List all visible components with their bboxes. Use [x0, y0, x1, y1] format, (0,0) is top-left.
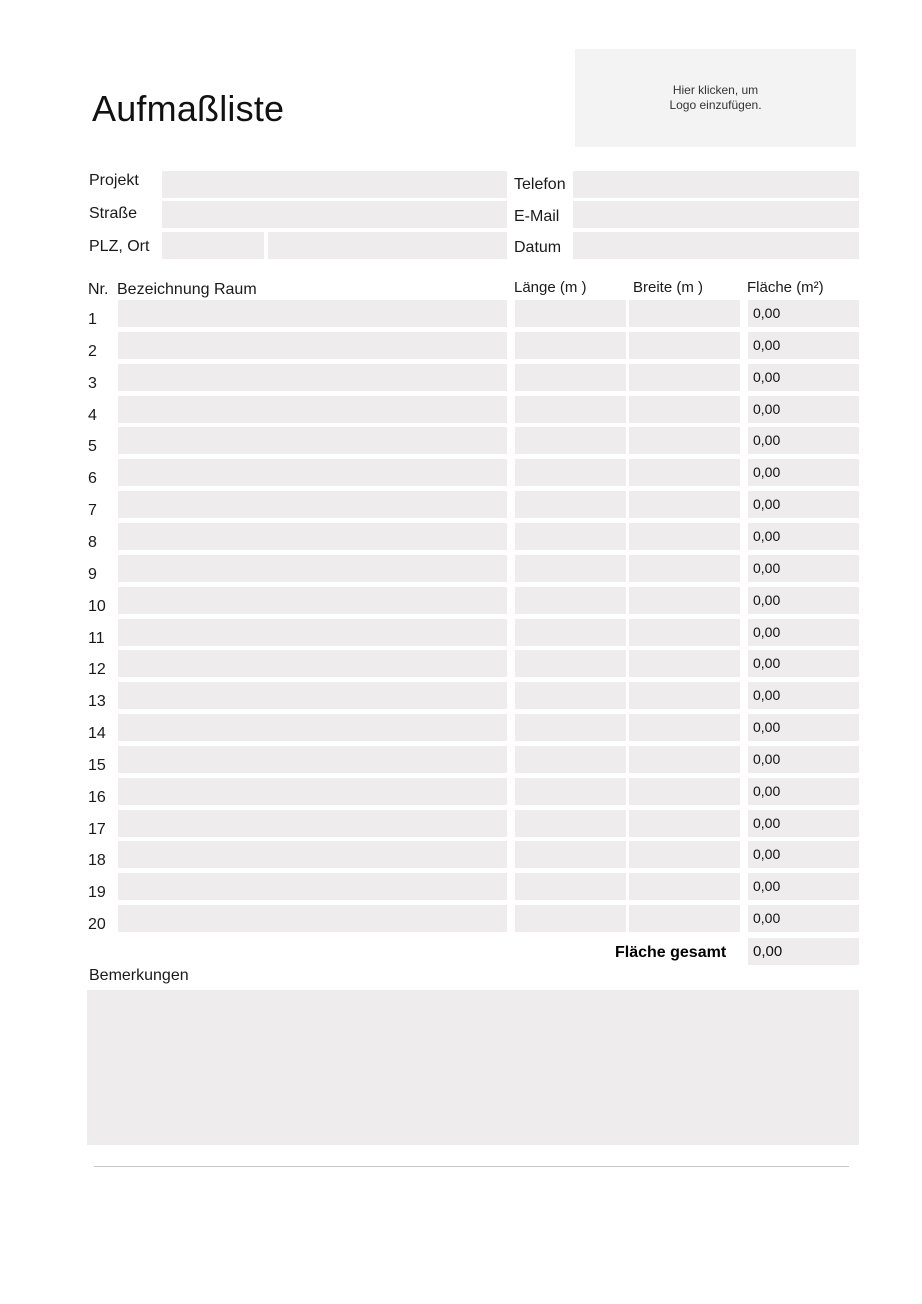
total-area-value: 0,00: [748, 938, 859, 965]
laenge-field[interactable]: [515, 841, 626, 868]
laenge-field[interactable]: [515, 555, 626, 582]
header-laenge: Länge (m ): [514, 279, 587, 296]
room-name-field[interactable]: [118, 459, 507, 486]
laenge-field[interactable]: [515, 523, 626, 550]
page-title: Aufmaßliste: [92, 88, 285, 129]
plz-ort-label: PLZ, Ort: [89, 238, 150, 255]
row-number: 7: [88, 502, 97, 519]
remarks-label: Bemerkungen: [89, 967, 189, 984]
breite-field[interactable]: [629, 650, 740, 677]
flaeche-value: 0,00: [748, 332, 859, 359]
room-name-field[interactable]: [118, 619, 507, 646]
room-name-field[interactable]: [118, 300, 507, 327]
flaeche-value: 0,00: [748, 873, 859, 900]
room-name-field[interactable]: [118, 841, 507, 868]
row-number: 6: [88, 470, 97, 487]
breite-field[interactable]: [629, 587, 740, 614]
laenge-field[interactable]: [515, 650, 626, 677]
flaeche-value: 0,00: [748, 619, 859, 646]
breite-field[interactable]: [629, 746, 740, 773]
flaeche-value: 0,00: [748, 778, 859, 805]
laenge-field[interactable]: [515, 682, 626, 709]
row-number: 13: [88, 693, 106, 710]
projekt-label: Projekt: [89, 172, 139, 189]
strasse-label: Straße: [89, 205, 138, 222]
laenge-field[interactable]: [515, 491, 626, 518]
laenge-field[interactable]: [515, 332, 626, 359]
flaeche-value: 0,00: [748, 714, 859, 741]
laenge-field[interactable]: [515, 905, 626, 932]
room-name-field[interactable]: [118, 746, 507, 773]
laenge-field[interactable]: [515, 300, 626, 327]
telefon-label: Telefon: [514, 176, 566, 193]
room-name-field[interactable]: [118, 427, 507, 454]
laenge-field[interactable]: [515, 619, 626, 646]
flaeche-value: 0,00: [748, 841, 859, 868]
room-name-field[interactable]: [118, 555, 507, 582]
datum-label: Datum: [514, 239, 562, 256]
flaeche-value: 0,00: [748, 746, 859, 773]
email-field[interactable]: [573, 201, 859, 228]
laenge-field[interactable]: [515, 746, 626, 773]
flaeche-value: 0,00: [748, 427, 859, 454]
row-number: 15: [88, 757, 106, 774]
row-number: 2: [88, 343, 97, 360]
laenge-field[interactable]: [515, 778, 626, 805]
room-name-field[interactable]: [118, 332, 507, 359]
logo-placeholder[interactable]: [575, 49, 856, 147]
room-name-field[interactable]: [118, 396, 507, 423]
flaeche-value: 0,00: [748, 682, 859, 709]
flaeche-value: 0,00: [748, 396, 859, 423]
room-name-field[interactable]: [118, 714, 507, 741]
breite-field[interactable]: [629, 523, 740, 550]
projekt-field[interactable]: [162, 171, 507, 198]
breite-field[interactable]: [629, 905, 740, 932]
row-number: 9: [88, 566, 97, 583]
breite-field[interactable]: [629, 491, 740, 518]
total-label: Fläche gesamt: [615, 944, 727, 961]
laenge-field[interactable]: [515, 396, 626, 423]
breite-field[interactable]: [629, 300, 740, 327]
breite-field[interactable]: [629, 682, 740, 709]
row-number: 8: [88, 534, 97, 551]
email-label: E-Mail: [514, 208, 560, 225]
breite-field[interactable]: [629, 778, 740, 805]
laenge-field[interactable]: [515, 587, 626, 614]
header-breite: Breite (m ): [633, 279, 704, 296]
row-number: 4: [88, 407, 97, 424]
breite-field[interactable]: [629, 619, 740, 646]
datum-field[interactable]: [573, 232, 859, 259]
room-name-field[interactable]: [118, 523, 507, 550]
breite-field[interactable]: [629, 714, 740, 741]
row-number: 16: [88, 789, 106, 806]
flaeche-value: 0,00: [748, 459, 859, 486]
flaeche-value: 0,00: [748, 905, 859, 932]
room-name-field[interactable]: [118, 778, 507, 805]
row-number: 10: [88, 598, 106, 615]
logo-placeholder-line2: Logo einzufügen.: [669, 98, 762, 112]
plz-field[interactable]: [162, 232, 264, 259]
row-number: 17: [88, 821, 106, 838]
row-number: 14: [88, 725, 106, 742]
strasse-field[interactable]: [162, 201, 507, 228]
laenge-field[interactable]: [515, 873, 626, 900]
room-name-field[interactable]: [118, 682, 507, 709]
row-number: 5: [88, 438, 97, 455]
flaeche-value: 0,00: [748, 810, 859, 837]
room-name-field[interactable]: [118, 587, 507, 614]
laenge-field[interactable]: [515, 459, 626, 486]
breite-field[interactable]: [629, 873, 740, 900]
flaeche-value: 0,00: [748, 300, 859, 327]
room-name-field[interactable]: [118, 491, 507, 518]
flaeche-value: 0,00: [748, 587, 859, 614]
flaeche-value: 0,00: [748, 523, 859, 550]
row-number: 3: [88, 375, 97, 392]
laenge-field[interactable]: [515, 427, 626, 454]
flaeche-value: 0,00: [748, 364, 859, 391]
ort-field[interactable]: [268, 232, 507, 259]
breite-field[interactable]: [629, 364, 740, 391]
room-name-field[interactable]: [118, 810, 507, 837]
breite-field[interactable]: [629, 427, 740, 454]
breite-field[interactable]: [629, 810, 740, 837]
row-number: 18: [88, 852, 106, 869]
row-number: 12: [88, 661, 106, 678]
row-number: 11: [88, 630, 105, 647]
flaeche-value: 0,00: [748, 650, 859, 677]
flaeche-value: 0,00: [748, 491, 859, 518]
row-number: 19: [88, 884, 106, 901]
breite-field[interactable]: [629, 459, 740, 486]
logo-placeholder-line1: Hier klicken, um: [672, 83, 759, 97]
laenge-field[interactable]: [515, 714, 626, 741]
room-name-field[interactable]: [118, 650, 507, 677]
row-number: 20: [88, 916, 106, 933]
breite-field[interactable]: [629, 332, 740, 359]
footer-divider: [94, 1166, 849, 1167]
breite-field[interactable]: [629, 841, 740, 868]
header-nr: Nr.: [88, 281, 109, 298]
remarks-field[interactable]: [87, 990, 859, 1145]
laenge-field[interactable]: [515, 364, 626, 391]
breite-field[interactable]: [629, 555, 740, 582]
flaeche-value: 0,00: [748, 555, 859, 582]
room-name-field[interactable]: [118, 905, 507, 932]
breite-field[interactable]: [629, 396, 740, 423]
laenge-field[interactable]: [515, 810, 626, 837]
room-name-field[interactable]: [118, 873, 507, 900]
header-flaeche: Fläche (m²): [747, 279, 824, 296]
header-bezeichnung: Bezeichnung Raum: [117, 281, 257, 298]
telefon-field[interactable]: [573, 171, 859, 198]
row-number: 1: [88, 311, 97, 328]
room-name-field[interactable]: [118, 364, 507, 391]
